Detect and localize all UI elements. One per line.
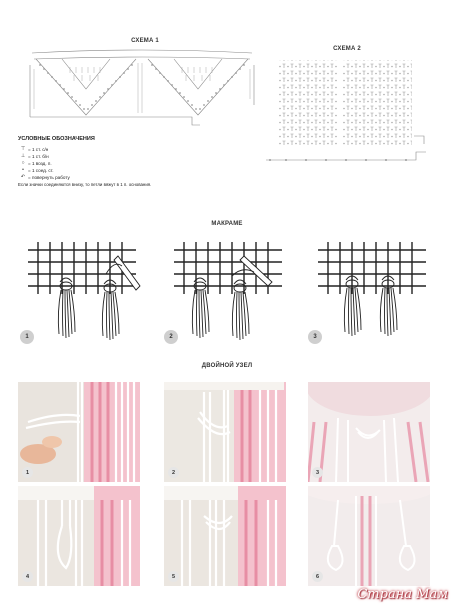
- symbol-slip-stitch-icon: •: [22, 167, 24, 173]
- legend-item: [18, 146, 228, 153]
- double-knot-photo-4: [18, 486, 140, 586]
- double-knot-title: ДВОЙНОЙ УЗЕЛ: [201, 363, 253, 369]
- double-knot-photo-6: [308, 486, 430, 586]
- step-number-badge: 1: [20, 330, 34, 344]
- crochet-hook-icon: [114, 256, 140, 290]
- legend-item-text: = 1 соед. ст.: [28, 168, 54, 173]
- legend-item: [18, 174, 228, 181]
- scheme2-title: СХЕМА 2: [333, 46, 361, 52]
- step-number-badge: 6: [312, 571, 323, 582]
- legend-item-text: = 1 ст. б/н: [28, 154, 49, 159]
- legend-item: [18, 153, 228, 160]
- step-number-badge: 1: [22, 467, 33, 478]
- symbol-turn-work-icon: ↶: [20, 174, 26, 180]
- legend-title: УСЛОВНЫЕ ОБОЗНАЧЕНИЯ: [18, 136, 95, 142]
- symbol-dc-icon: ⊤: [20, 146, 26, 152]
- legend-item-text: = 1 ст. с/н: [28, 147, 49, 152]
- macrame-step-1: [18, 236, 150, 348]
- symbol-chain-icon: ○: [21, 160, 25, 166]
- step-number-badge: 2: [164, 330, 178, 344]
- step-number-badge: 4: [22, 571, 33, 582]
- legend: [18, 136, 228, 188]
- legend-item-text: = 1 возд. п.: [28, 161, 52, 166]
- macrame-step-2: [162, 236, 294, 348]
- legend-item: [18, 167, 228, 174]
- double-knot-photo-1: [18, 382, 140, 482]
- double-knot-photo-2: [164, 382, 286, 482]
- scheme1-title: СХЕМА 1: [131, 38, 159, 44]
- step-number-badge: 5: [168, 571, 179, 582]
- legend-note: Если значки соединяются внизу, то петли вяжут в 1 п. основания.: [18, 182, 152, 187]
- macrame-title: МАКРАМЕ: [211, 221, 243, 227]
- symbol-sc-icon: ⊥: [20, 153, 26, 159]
- legend-item: [18, 160, 228, 167]
- step-number-badge: 3: [312, 467, 323, 478]
- step-number-badge: 2: [168, 467, 179, 478]
- double-knot-photo-5: [164, 486, 286, 586]
- scheme2-diagram: [266, 56, 434, 166]
- macrame-step-3: [306, 236, 438, 348]
- step-number-badge: 3: [308, 330, 322, 344]
- double-knot-photo-3: [308, 382, 430, 482]
- watermark-logo: Страна Мам: [357, 587, 448, 602]
- scheme1-diagram: [26, 45, 258, 131]
- legend-item-text: = повернуть работу: [28, 175, 70, 180]
